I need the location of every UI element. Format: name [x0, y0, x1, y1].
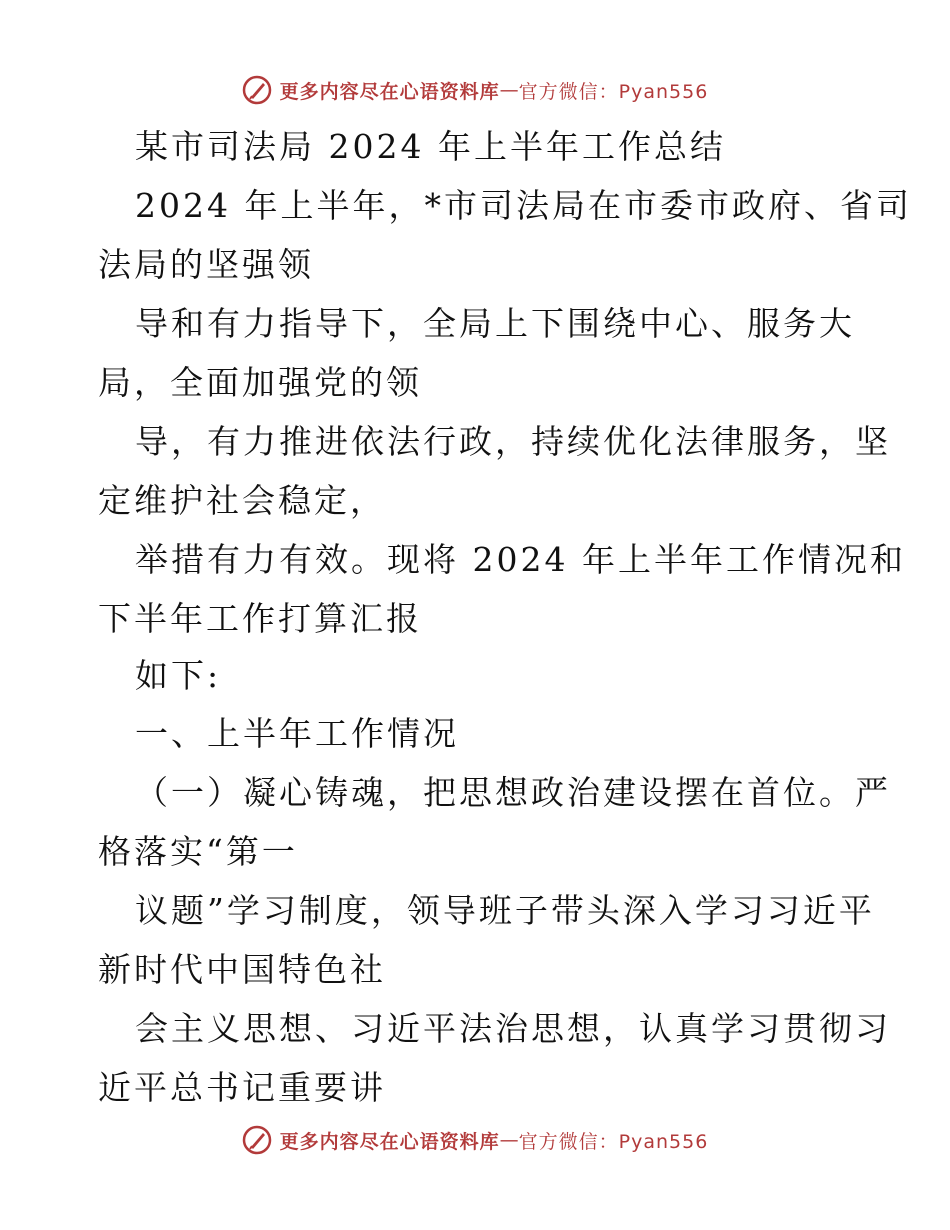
subsection-heading: （一）凝心铸魂，把思想政治建设摆在首位。严 — [135, 773, 891, 812]
body-line: 会主义思想、习近平法治思想，认真学习贯彻习 — [135, 1009, 891, 1048]
body-line: 举措有力有效。现将 2024 年上半年工作情况和 — [135, 540, 906, 579]
wechat-contact: 官方微信：Pyan556 — [518, 80, 709, 103]
body-line: 法局的坚强领 — [98, 245, 314, 284]
body-line: 如下: — [135, 656, 222, 695]
footer-watermark-banner — [0, 1120, 950, 1160]
body-line: 新时代中国特色社 — [98, 950, 386, 989]
quill-logo-icon — [242, 75, 272, 105]
banner-dash: — — [499, 79, 519, 101]
promo-text: 更多内容尽在心语资料库 — [279, 1130, 500, 1153]
promo-text: 更多内容尽在心语资料库 — [279, 80, 500, 103]
header-watermark-banner — [0, 70, 950, 110]
body-line: 定维护社会稳定， — [98, 481, 386, 520]
body-line: 下半年工作打算汇报 — [98, 599, 422, 638]
quill-logo-icon — [242, 1125, 272, 1155]
body-line: 2024 年上半年，*市司法局在市委市政府、省司 — [135, 186, 912, 225]
body-line: 议题”学习制度，领导班子带头深入学习习近平 — [135, 891, 875, 930]
banner-dash: — — [499, 1129, 519, 1151]
body-line: 近平总书记重要讲 — [98, 1068, 386, 1107]
section-heading: 一、上半年工作情况 — [135, 714, 459, 753]
wechat-contact: 官方微信：Pyan556 — [518, 1130, 709, 1153]
body-line: 导，有力推进依法行政，持续优化法律服务，坚 — [135, 422, 891, 461]
document-title: 某市司法局 2024 年上半年工作总结 — [135, 127, 726, 166]
body-line: 格落实“第一 — [98, 832, 298, 871]
body-line: 导和有力指导下，全局上下围绕中心、服务大 — [135, 304, 855, 343]
body-line: 局，全面加强党的领 — [98, 363, 422, 402]
